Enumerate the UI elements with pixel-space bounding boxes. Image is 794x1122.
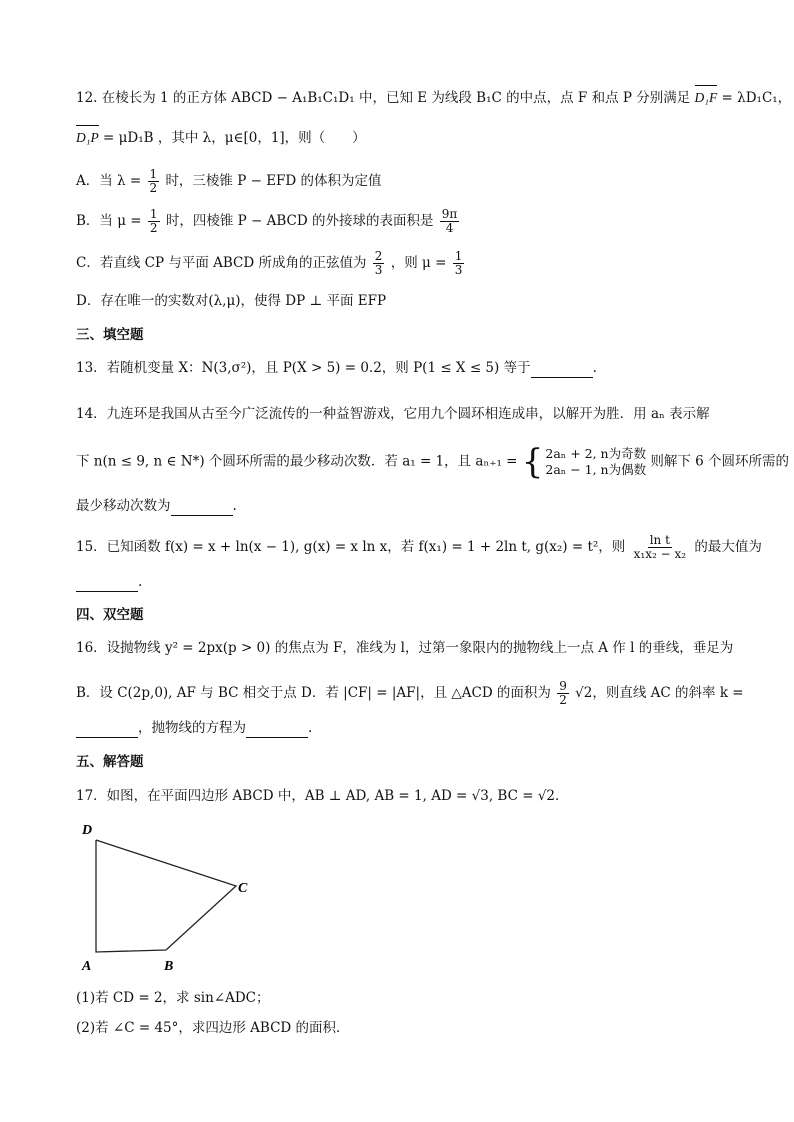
q15-post: 的最大值为: [694, 539, 762, 555]
left-brace-icon: {: [521, 442, 544, 482]
opt-b-pre: B．当 μ =: [76, 213, 142, 229]
vector-d1f: D₁F: [695, 88, 718, 108]
fraction-9pi-4: [440, 208, 460, 235]
q14-line3: [76, 496, 724, 516]
vertex-label-a: A: [82, 959, 92, 974]
q16-line2-post: √2，则直线 AC 的斜率 k =: [575, 685, 744, 701]
frac-num: ln t: [649, 533, 670, 547]
vertex-label-b: B: [164, 959, 174, 974]
frac-den: 3: [374, 263, 383, 277]
q14-line2-post: 则解下 6 个圆环所需的: [650, 453, 790, 470]
q14-line2: [76, 442, 790, 482]
q16-line2: [76, 679, 744, 707]
q12-line2: [76, 128, 724, 148]
opt-b-mid: 时，四棱锥 P − ABCD 的外接球的表面积是: [165, 213, 434, 229]
answer-blank: [246, 723, 308, 738]
q12-line1: [76, 88, 792, 108]
quadrilateral-figure: [76, 820, 266, 980]
q17-sub2: (2)若 ∠C = 45°，求四边形 ABCD 的面积．: [76, 1020, 350, 1036]
q14-line3-text: 最少移动次数为: [76, 498, 171, 514]
frac-num: 1: [149, 167, 158, 181]
frac-den: 2: [559, 693, 567, 707]
q16-line3-mid: ，抛物线的方程为: [138, 720, 246, 736]
q12-option-a: [76, 168, 724, 195]
vertex-label-d: D: [82, 823, 93, 838]
opt-a-pre: A．当 λ =: [76, 173, 142, 189]
fraction-9-2: [557, 680, 569, 707]
q13: [76, 358, 724, 378]
q12-option-b: [76, 208, 724, 235]
q15-line2: [76, 572, 724, 592]
q15-line1: [76, 533, 762, 561]
fraction-2-3: [373, 250, 385, 277]
frac-den: 2: [149, 181, 158, 195]
quadrilateral-abcd: [96, 840, 236, 952]
q16-line3-post: .: [308, 720, 313, 736]
vector-d1p: D₁P: [76, 128, 99, 148]
q16-line2-pre: B．设 C(2p,0), AF 与 BC 相交于点 D．若 |CF| = |AF|，且 △ACD 的面积为: [76, 685, 551, 701]
q17-line1: 17．如图，在平面四边形 ABCD 中，AB ⊥ AD, AB = 1, AD = √3, BC = √2．: [76, 788, 569, 804]
q14-line1: 14．九连环是我国从古至今广泛流传的一种益智游戏，它用九个圆环相连成串，以解开为胜．用 aₙ 表示解: [76, 406, 710, 422]
fraction-1-3: [453, 250, 465, 277]
q16-line3: [76, 718, 724, 738]
q17-sub1: (1)若 CD = 2，求 sin∠ADC；: [76, 990, 270, 1006]
q12-vec1-rhs: = λD₁C₁，: [721, 90, 792, 106]
answer-blank: [76, 723, 138, 738]
frac-den: 3: [454, 263, 463, 277]
q14-line2-pre: 下 n(n ≤ 9, n ∈ N*) 个圆环所需的最少移动次数．若 a₁ = 1，且 aₙ₊₁ =: [76, 453, 518, 470]
frac-num: 9: [559, 679, 567, 693]
fraction-lnt: [632, 534, 688, 561]
opt-a-post: 时，三棱锥 P − EFD 的体积为定值: [165, 173, 382, 189]
fraction-half: [148, 168, 160, 195]
case-even: 2aₙ − 1, n为偶数: [545, 462, 647, 477]
frac-num: 1: [149, 207, 158, 221]
q14-line3-post: .: [232, 498, 237, 514]
answer-blank: [531, 363, 593, 378]
opt-c-mid: ，则 μ =: [390, 255, 447, 271]
frac-den: 2: [149, 221, 158, 235]
answer-blank: [76, 577, 138, 592]
answer-blank: [171, 501, 233, 516]
case-odd: 2aₙ + 2, n为奇数: [545, 446, 647, 461]
frac-den: x₁x₂ − x₂: [633, 547, 687, 561]
q12-text-1: 12. 在棱长为 1 的正方体 ABCD − A₁B₁C₁D₁ 中，已知 E 为线段 B₁C 的中点，点 F 和点 P 分别满足: [76, 90, 691, 106]
q13-text: 13．若随机变量 X：N(3,σ²)，且 P(X > 5) = 0.2，则 P(1 ≤ X ≤ 5) 等于: [76, 360, 531, 376]
q13-post: .: [592, 360, 597, 376]
piecewise-brace: [521, 442, 647, 482]
q12-vec2-rhs: = μD₁B: [103, 130, 154, 146]
q12-option-d: D．存在唯一的实数对(λ,μ)，使得 DP ⊥ 平面 EFP: [76, 293, 387, 309]
opt-c-pre: C．若直线 CP 与平面 ABCD 所成角的正弦值为: [76, 255, 367, 271]
q15-pre: 15．已知函数 f(x) = x + ln(x − 1), g(x) = x ln x，若 f(x₁) = 1 + 2ln t, g(x₂) = t²，则: [76, 539, 626, 555]
q16-line1: 16．设抛物线 y² = 2px(p > 0) 的焦点为 F，准线为 l，过第一象限内的抛物线上一点 A 作 l 的垂线，垂足为: [76, 640, 734, 656]
frac-num: 9π: [441, 207, 458, 221]
frac-num: 2: [374, 249, 383, 263]
fraction-half-b: [148, 208, 160, 235]
section-heading-solutions: 五、解答题: [76, 754, 144, 770]
section-heading-fill-blank: 三、填空题: [76, 327, 144, 343]
section-heading-double-blank: 四、双空题: [76, 607, 144, 623]
q12-line2-tail: ，其中 λ，μ∈[0，1]，则（ ）: [157, 130, 366, 146]
vertex-label-c: C: [238, 881, 248, 896]
frac-num: 1: [454, 249, 463, 263]
q15-line2-post: .: [138, 574, 143, 590]
q12-option-c: [76, 250, 724, 277]
frac-den: 4: [445, 221, 454, 235]
